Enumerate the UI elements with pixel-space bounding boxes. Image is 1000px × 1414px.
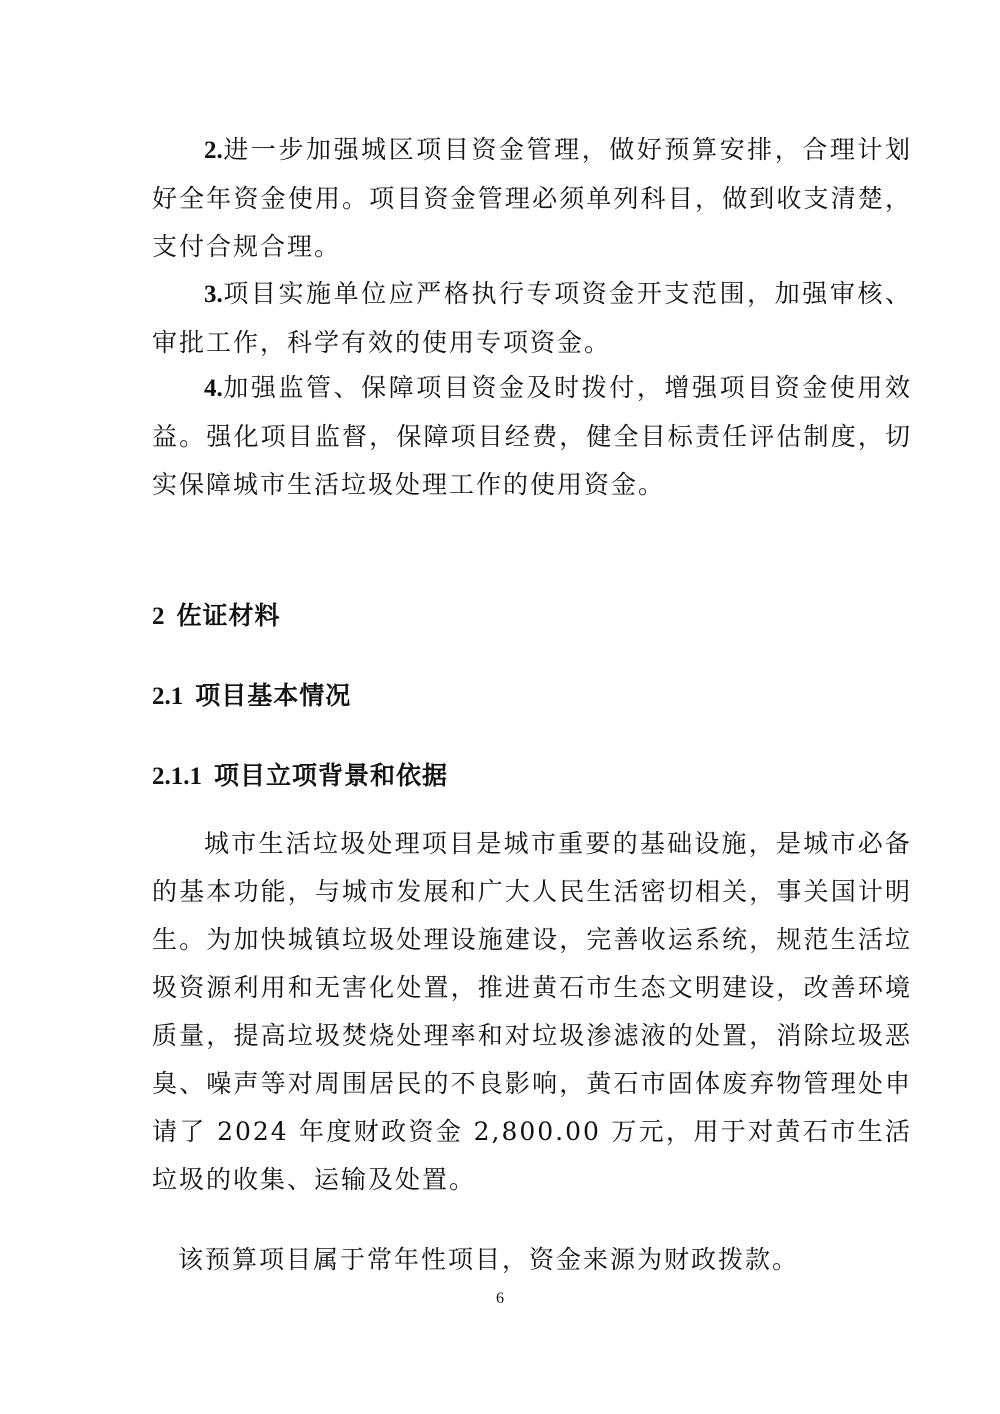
list-item-text: 加强监管、保障项目资金及时拨付，增强项目资金使用效益。强化项目监督，保障项目经费，健全目标责任评估制度，切实保障城市生活垃圾处理工作的使用资金。 [152,373,912,499]
list-item-4 [152,364,912,509]
list-item-number: 3. [204,281,223,308]
section-title: 佐证材料 [176,601,281,630]
list-item-text: 项目实施单位应严格执行专项资金开支范围，加强审核、审批工作，科学有效的使用专项资金。 [152,279,912,357]
list-item-number: 2. [204,137,223,164]
subsubsection-heading [152,756,448,792]
list-item-text: 进一步加强城区项目资金管理，做好预算安排，合理计划好全年资金使用。项目资金管理必须单列科目，做到收支清楚，支付合规合理。 [152,135,912,261]
closing-paragraph: 该预算项目属于常年性项目，资金来源为财政拨款。 [178,1245,800,1274]
page-number: 6 [496,1290,504,1307]
subsection-heading [152,676,351,712]
section-number: 2 [152,603,165,630]
subsubsection-number: 2.1.1 [152,763,202,790]
subsection-number: 2.1 [152,683,184,710]
list-item-number: 4. [204,375,223,402]
body-paragraph: 城市生活垃圾处理项目是城市重要的基础设施，是城市必备的基本功能，与城市发展和广大人民生活密切相关，事关国计明生。为加快城镇垃圾处理设施建设，完善收运系统，规范生活垃圾资源利用和无害化处置，推进黄石市生态文明建设，改善环境质量，提高垃圾焚烧处理率和对垃圾渗滤液的处置，消除垃圾恶臭、噪声等对周围居民的不良影响，黄石市固体废弃物管理处申请了 2024 年度财政资金 2,800.00 万元，用于对黄石市生活垃圾的收集、运输及处置。 [152,829,912,1194]
list-item-2 [152,126,912,271]
subsection-title: 项目基本情况 [195,681,352,710]
section-heading [152,596,281,632]
list-item-3 [152,270,912,367]
subsubsection-title: 项目立项背景和依据 [214,761,449,790]
